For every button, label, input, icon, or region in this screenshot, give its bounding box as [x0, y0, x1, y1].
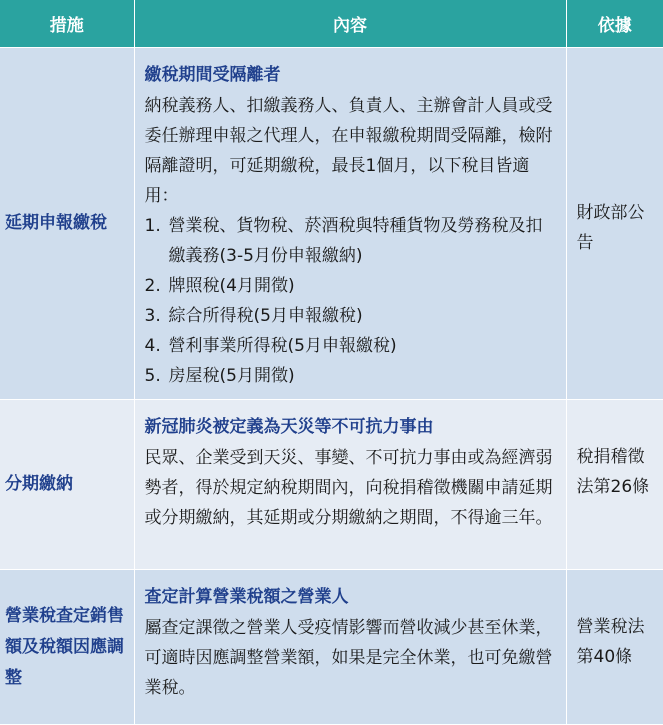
list-item	[145, 301, 558, 331]
measure-cell: 延期申報繳稅	[0, 48, 134, 400]
content-body: 屬查定課徵之營業人受疫情影響而營收減少甚至休業，可適時因應調整營業額，如果是完全休業，也可免繳營業稅。	[144, 618, 553, 698]
list-item	[145, 211, 558, 271]
list-item-number: 3.	[144, 306, 161, 326]
table-row	[0, 570, 663, 725]
table-row	[0, 48, 663, 400]
list-item-text: 營業稅、貨物稅、菸酒稅與特種貨物及勞務稅及扣繳義務(3-5月份申報繳納)	[168, 216, 543, 266]
list-item-number: 1.	[144, 216, 161, 236]
content-cell	[134, 48, 566, 400]
content-body: 納稅義務人、扣繳義務人、負責人、主辦會計人員或受委任辦理申報之代理人，在申報繳稅期間受隔離，檢附隔離證明，可延期繳稅，最長1個月，以下稅目皆適用：	[144, 96, 553, 206]
measure-cell: 分期繳納	[0, 400, 134, 570]
list-item	[145, 361, 558, 391]
basis-cell: 財政部公告	[566, 48, 663, 400]
basis-cell	[566, 400, 663, 570]
list-item-text: 房屋稅(5月開徵)	[168, 366, 295, 386]
table-row	[0, 400, 663, 570]
list-item	[145, 331, 558, 361]
list-item-text: 綜合所得稅(5月申報繳稅)	[168, 306, 363, 326]
tax-item-list	[145, 211, 558, 391]
content-cell	[134, 570, 566, 725]
basis-text: 稅捐稽徵法第26條	[576, 447, 650, 497]
content-subtitle: 新冠肺炎被定義為天災等不可抗力事由	[144, 417, 434, 437]
list-item	[145, 271, 558, 301]
content-subtitle: 繳稅期間受隔離者	[144, 65, 281, 85]
list-item-number: 2.	[144, 276, 161, 296]
header-measure: 措施	[0, 0, 134, 48]
measure-cell: 營業稅查定銷售額及稅額因應調整	[0, 570, 134, 725]
header-basis: 依據	[566, 0, 663, 48]
list-item-number: 5.	[144, 366, 161, 386]
list-item-text: 牌照稅(4月開徵)	[168, 276, 295, 296]
list-item-number: 4.	[144, 336, 161, 356]
basis-text: 營業稅法第40條	[576, 617, 645, 667]
basis-cell	[566, 570, 663, 725]
content-subtitle: 查定計算營業稅額之營業人	[144, 587, 349, 607]
header-content: 內容	[134, 0, 566, 48]
header-row	[0, 0, 663, 48]
content-cell	[134, 400, 566, 570]
content-body: 民眾、企業受到天災、事變、不可抗力事由或為經濟弱勢者，得於規定納稅期間內，向稅捐稽徵機關申請延期或分期繳納，其延期或分期繳納之期間，不得逾三年。	[144, 448, 553, 528]
list-item-text: 營利事業所得稅(5月申報繳稅)	[168, 336, 397, 356]
